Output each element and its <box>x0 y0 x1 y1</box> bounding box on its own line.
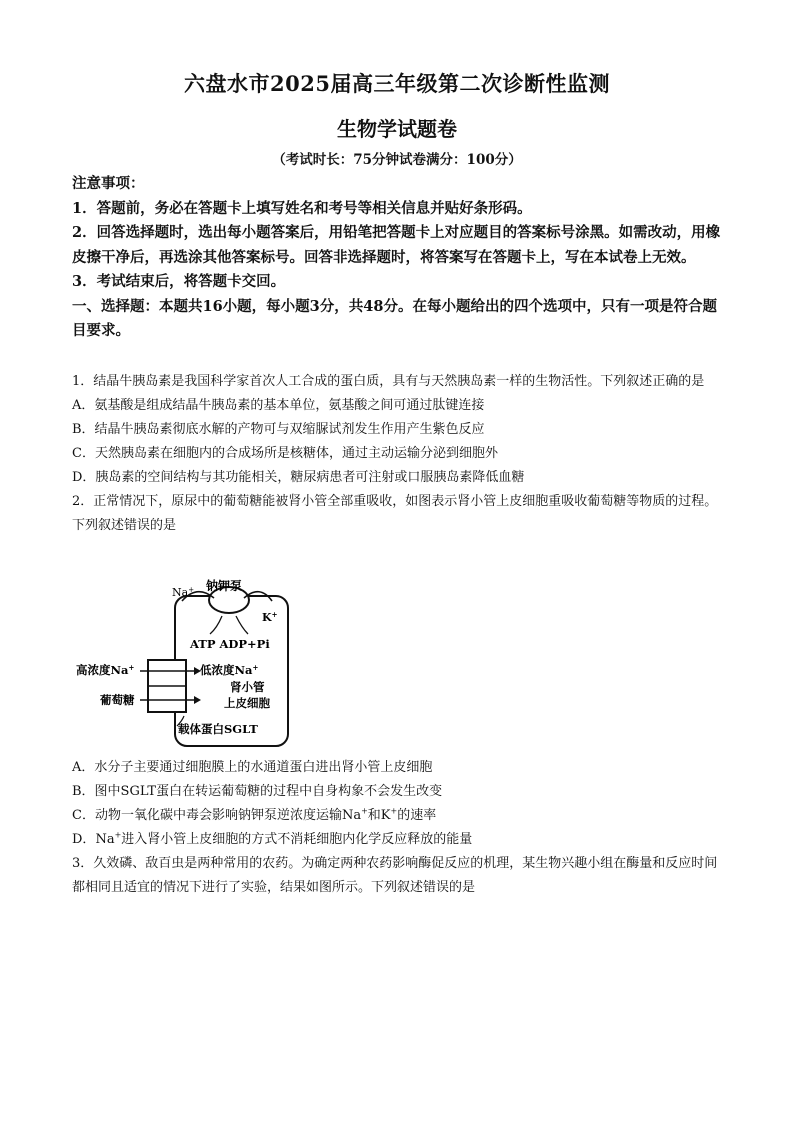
glucose-arrow-head <box>194 696 201 704</box>
cell-label-line1: 肾小管 <box>230 680 265 694</box>
q2-stem: 2．正常情况下，原尿中的葡萄糖能被肾小管全部重吸收，如图表示肾小管上皮细胞重吸收葡萄糖等物质的过程。下列叙述错误的是 <box>72 494 718 533</box>
carrier-label: 载体蛋白SGLT <box>178 722 258 736</box>
k-label: K+ <box>262 610 278 624</box>
question-1 <box>72 370 724 538</box>
cell-label-line2: 上皮细胞 <box>224 696 270 710</box>
q2-option-d: D．Na+进入肾小管上皮细胞的方式不消耗细胞内化学反应释放的能量 <box>72 830 473 847</box>
q1-option-c: C．天然胰岛素在细胞内的合成场所是核糖体，通过主动运输分泌到细胞外 <box>72 446 498 461</box>
note-item-1: 1．答题前，务必在答题卡上填写姓名和考号等相关信息并贴好条形码。 <box>72 199 532 217</box>
atp-label: ATP ADP+Pi <box>190 637 270 651</box>
section-heading: 一、选择题：本题共16小题，每小题3分，共48分。在每小题给出的四个选项中，只有一项是符合题目要求。 <box>72 297 717 339</box>
question-2-options <box>72 756 724 900</box>
q2-option-b: B．图中SGLT蛋白在转运葡萄糖的过程中自身构象不会发生改变 <box>72 784 443 799</box>
adp-arrow <box>236 616 248 634</box>
q1-option-d: D．胰岛素的空间结构与其功能相关，糖尿病患者可注射或口服胰岛素降低血糖 <box>72 470 525 485</box>
note-item-3: 3．考试结束后，将答题卡交回。 <box>72 273 286 290</box>
note-item-2: 2．回答选择题时，选出每小题答案后，用铅笔把答题卡上对应题目的答案标号涂黑。如需改动，用橡皮擦干净后，再选涂其他答案标号。回答非选择题时，将答案写在答题卡上，写在本试卷上无效。 <box>72 224 721 266</box>
low-na-label: 低浓度Na+ <box>200 663 259 677</box>
q2-option-a: A．水分子主要通过细胞膜上的水通道蛋白进出肾小管上皮细胞 <box>72 760 433 775</box>
high-na-label: 高浓度Na+ <box>76 663 135 677</box>
exam-info: （考试时长：75分钟试卷满分：100分） <box>272 152 522 168</box>
na-label: Na+ <box>172 586 195 599</box>
exam-title: 六盘水市2025届高三年级第二次诊断性监测 <box>184 71 610 96</box>
subject-title: 生物学试题卷 <box>337 117 457 141</box>
glucose-label: 葡萄糖 <box>100 693 135 707</box>
kidney-cell-diagram <box>72 576 302 752</box>
notes-section <box>72 172 724 344</box>
q1-option-a: A．氨基酸是组成结晶牛胰岛素的基本单位，氨基酸之间可通过肽键连接 <box>72 398 485 413</box>
notes-heading: 注意事项： <box>72 175 145 192</box>
q1-option-b: B．结晶牛胰岛素彻底水解的产物可与双缩脲试剂发生作用产生紫色反应 <box>72 422 485 437</box>
q3-stem: 3．久效磷、敌百虫是两种常用的农药。为确定两种农药影响酶促反应的机理，某生物兴趣小组在酶量和反应时间都相同且适宜的情况下进行了实验，结果如图所示。下列叙述错误的是 <box>72 856 718 895</box>
q1-stem: 1．结晶牛胰岛素是我国科学家首次人工合成的蛋白质，具有与天然胰岛素一样的生物活性。下列叙述正确的是 <box>72 374 705 389</box>
q2-option-c: C．动物一氧化碳中毒会影响钠钾泵逆浓度运输Na+和K+的速率 <box>72 806 437 823</box>
pump-label: 钠钾泵 <box>206 579 243 593</box>
atp-arrow <box>210 616 222 634</box>
